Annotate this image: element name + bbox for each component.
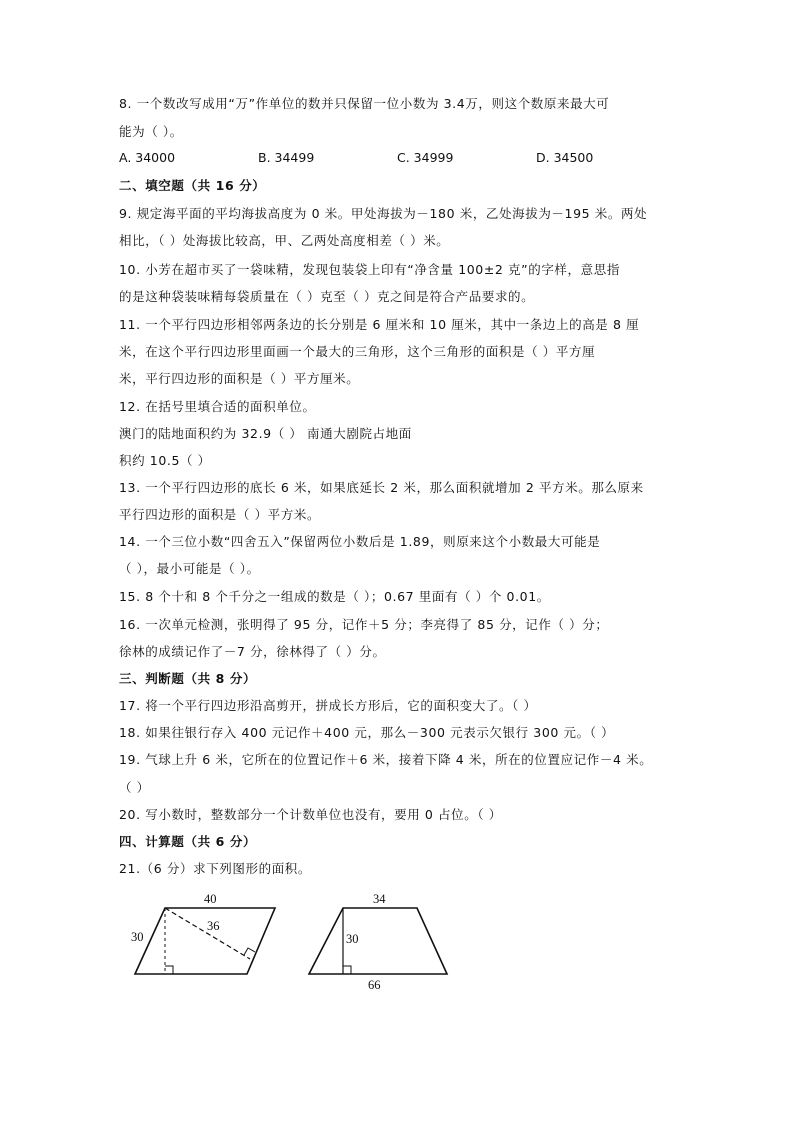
parallelogram-figure	[131, 892, 275, 974]
geometry-figures	[110, 885, 460, 995]
parallelogram-diag-label: 36	[207, 919, 220, 933]
q12-line-b: 积约 10.5（ ）	[119, 453, 211, 468]
q19-line-1: 19. 气球上升 6 米，它所在的位置记作＋6 米，接着下降 4 米，所在的位置应记作－4 米。	[119, 752, 653, 767]
right-angle-mark-2	[244, 948, 255, 955]
parallelogram-top-label: 40	[204, 892, 217, 906]
trapezoid-bottom-label: 66	[368, 978, 381, 992]
q17-line: 17. 将一个平行四边形沿高剪开，拼成长方形后，它的面积变大了。（ ）	[119, 698, 537, 713]
q11-line-3: 米，平行四边形的面积是（ ）平方厘米。	[119, 371, 360, 386]
q16-line-2: 徐林的成绩记作了－7 分，徐林得了（ ）分。	[119, 644, 386, 659]
trapezoid-shape	[309, 908, 447, 974]
q19-line-2: （ ）	[119, 780, 150, 795]
parallelogram-perpendicular	[165, 908, 250, 959]
q13-line-1: 13. 一个平行四边形的底长 6 米，如果底延长 2 米，那么面积就增加 2 平方米。那么原来	[119, 480, 644, 495]
section-judge-heading: 三、判断题（共 8 分）	[119, 671, 257, 686]
q16-line-1: 16. 一次单元检测，张明得了 95 分，记作＋5 分；李亮得了 85 分，记作（ ）分；	[119, 617, 609, 632]
trapezoid-figure	[309, 892, 447, 992]
q8-line-2: 能为（ ）。	[119, 124, 183, 139]
q11-line-2: 米，在这个平行四边形里面画一个最大的三角形，这个三角形的面积是（ ）平方厘	[119, 344, 596, 359]
parallelogram-shape	[135, 908, 275, 974]
q10-line-2: 的是这种袋装味精每袋质量在（ ）克至（ ）克之间是符合产品要求的。	[119, 289, 535, 304]
option-a: A. 34000	[119, 150, 176, 165]
section-fill-in-heading: 二、填空题（共 16 分）	[119, 178, 266, 193]
q9-line-1: 9. 规定海平面的平均海拔高度为 0 米。甲处海拔为－180 米，乙处海拔为－195 米。两处	[119, 206, 648, 221]
q14-line-1: 14. 一个三位小数“四舍五入”保留两位小数后是 1.89，则原来这个小数最大可能是	[119, 534, 601, 549]
section-calc-heading: 四、计算题（共 6 分）	[119, 834, 257, 849]
option-d: D. 34500	[536, 150, 594, 165]
q15-line: 15. 8 个十和 8 个千分之一组成的数是（ ）；0.67 里面有（ ）个 0.01。	[119, 589, 550, 604]
q13-line-2: 平行四边形的面积是（ ）平方米。	[119, 507, 321, 522]
q9-line-2: 相比，（ ）处海拔比较高，甲、乙两处高度相差（ ）米。	[119, 233, 450, 248]
q18-line: 18. 如果往银行存入 400 元记作＋400 元，那么－300 元表示欠银行 300 元。（ ）	[119, 725, 615, 740]
parallelogram-side-label: 30	[131, 930, 144, 944]
q20-line: 20. 写小数时，整数部分一个计数单位也没有，要用 0 占位。（ ）	[119, 807, 502, 822]
q14-line-2: （ ），最小可能是（ ）。	[119, 561, 260, 576]
trapezoid-height-label: 30	[346, 932, 359, 946]
q10-line-1: 10. 小芳在超市买了一袋味精，发现包装袋上印有“净含量 100±2 克”的字样，意思指	[119, 262, 620, 277]
option-b: B. 34499	[258, 150, 315, 165]
right-angle-mark-1	[165, 966, 173, 974]
right-angle-mark-3	[343, 966, 351, 974]
q12-line-a: 澳门的陆地面积约为 32.9（ ） 南通大剧院占地面	[119, 426, 412, 441]
q12-line: 12. 在括号里填合适的面积单位。	[119, 399, 316, 414]
q21-line: 21.（6 分）求下列图形的面积。	[119, 861, 312, 876]
q11-line-1: 11. 一个平行四边形相邻两条边的长分别是 6 厘米和 10 厘米，其中一条边上的高是 8 厘	[119, 317, 640, 332]
q8-line-1: 8. 一个数改写成用“万”作单位的数并只保留一位小数为 3.4万，则这个数原来最大可	[119, 96, 610, 111]
trapezoid-top-label: 34	[373, 892, 386, 906]
option-c: C. 34999	[397, 150, 454, 165]
